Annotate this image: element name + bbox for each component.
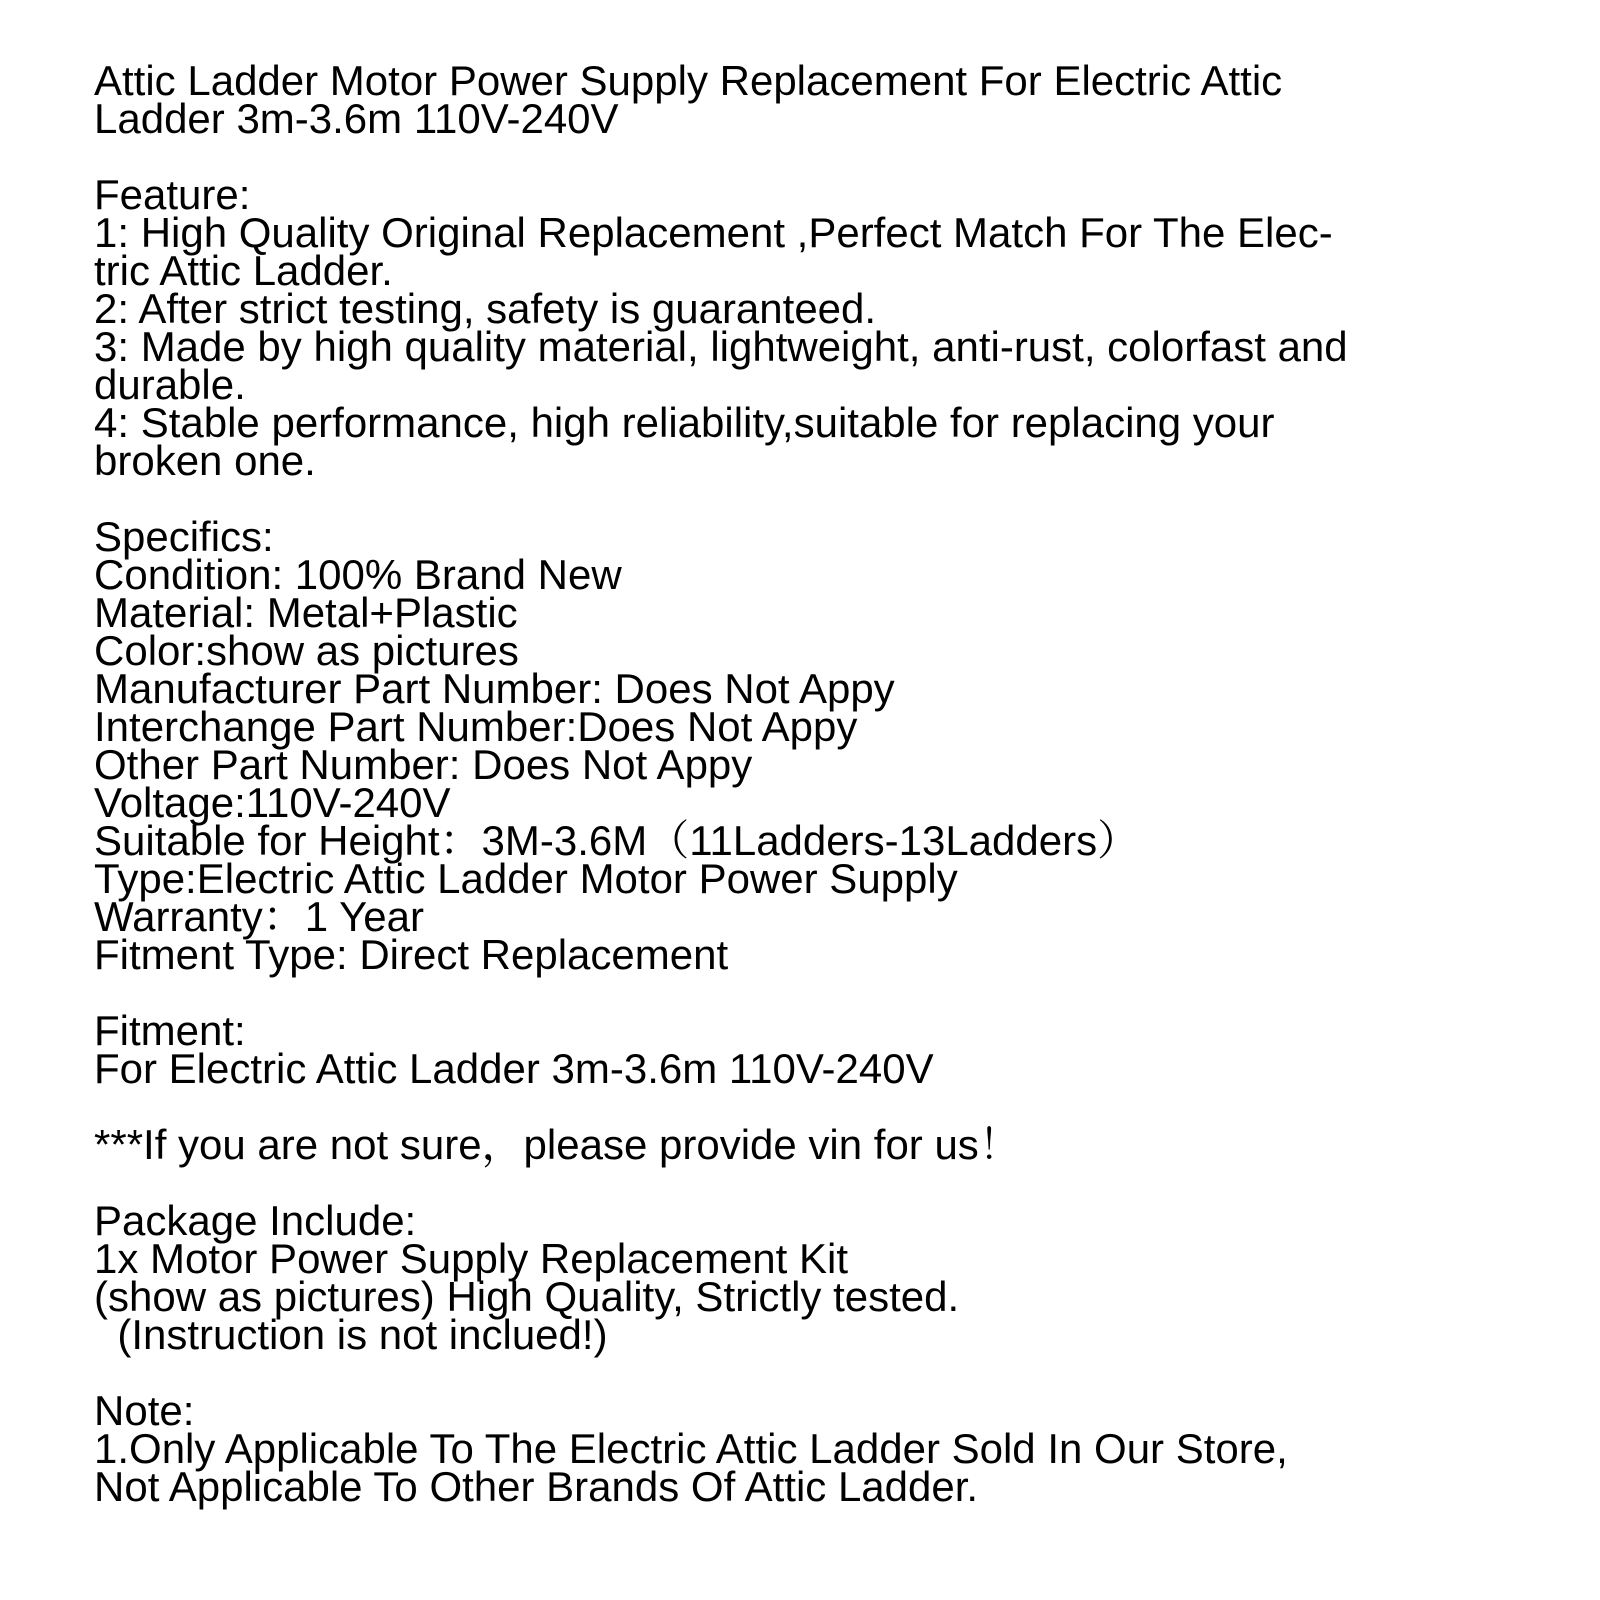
spacer bbox=[94, 974, 1574, 1012]
note-line: Not Applicable To Other Brands Of Attic Ladder. bbox=[94, 1463, 979, 1510]
fitment-line: For Electric Attic Ladder 3m-3.6m 110V-240V bbox=[94, 1045, 934, 1092]
spec-material: Material: Metal+Plastic bbox=[94, 589, 518, 636]
note-heading: Note: bbox=[94, 1387, 195, 1434]
package-section bbox=[94, 1197, 1574, 1358]
vin-note-section bbox=[94, 1121, 1574, 1168]
spacer bbox=[94, 480, 1574, 518]
feature-line: 1: High Quality Original Replacement ,Perfect Match For The Elec- bbox=[94, 209, 1333, 256]
spec-condition: Condition: 100% Brand New bbox=[94, 551, 622, 598]
title-block bbox=[94, 57, 1574, 142]
note-section bbox=[94, 1387, 1574, 1510]
spec-manufacturer-part-number: Manufacturer Part Number: Does Not Appy bbox=[94, 665, 895, 712]
feature-heading: Feature: bbox=[94, 171, 251, 218]
spec-other-part-number: Other Part Number: Does Not Appy bbox=[94, 741, 753, 788]
title-line-2: Ladder 3m-3.6m 110V-240V bbox=[94, 95, 619, 142]
feature-line: 4: Stable performance, high reliability,suitable for replacing your bbox=[94, 399, 1275, 446]
package-line: 1x Motor Power Supply Replacement Kit bbox=[94, 1235, 849, 1282]
spec-warranty: Warranty：1 Year bbox=[94, 893, 424, 940]
feature-line: broken one. bbox=[94, 437, 316, 484]
spacer bbox=[94, 1354, 1574, 1392]
package-line: (show as pictures) High Quality, Strictly tested. bbox=[94, 1273, 960, 1320]
package-line: (Instruction is not inclued!) bbox=[94, 1311, 608, 1358]
feature-line: 3: Made by high quality material, lightweight, anti-rust, colorfast and bbox=[94, 323, 1348, 370]
specifics-heading: Specifics: bbox=[94, 513, 274, 560]
feature-line: 2: After strict testing, safety is guaranteed. bbox=[94, 285, 877, 332]
spec-voltage: Voltage:110V-240V bbox=[94, 779, 451, 826]
spacer bbox=[94, 138, 1574, 176]
note-line: 1.Only Applicable To The Electric Attic Ladder Sold In Our Store, bbox=[94, 1425, 1288, 1472]
fitment-heading: Fitment: bbox=[94, 1007, 246, 1054]
spec-suitable-height: Suitable for Height：3M-3.6M（11Ladders-13Ladders） bbox=[94, 817, 1140, 864]
title-line-1: Attic Ladder Motor Power Supply Replacement For Electric Attic bbox=[94, 57, 1283, 104]
specifics-section bbox=[94, 513, 1574, 978]
feature-line: durable. bbox=[94, 361, 246, 408]
vin-note: ***If you are not sure，please provide vin for us！ bbox=[94, 1121, 1021, 1168]
fitment-section bbox=[94, 1007, 1574, 1092]
spec-color: Color:show as pictures bbox=[94, 627, 519, 674]
spec-interchange-part-number: Interchange Part Number:Does Not Appy bbox=[94, 703, 858, 750]
feature-section bbox=[94, 171, 1574, 484]
spec-fitment-type: Fitment Type: Direct Replacement bbox=[94, 931, 729, 978]
feature-line: tric Attic Ladder. bbox=[94, 247, 393, 294]
package-heading: Package Include: bbox=[94, 1197, 417, 1244]
product-description bbox=[94, 57, 1574, 1510]
spec-type: Type:Electric Attic Ladder Motor Power Supply bbox=[94, 855, 958, 902]
